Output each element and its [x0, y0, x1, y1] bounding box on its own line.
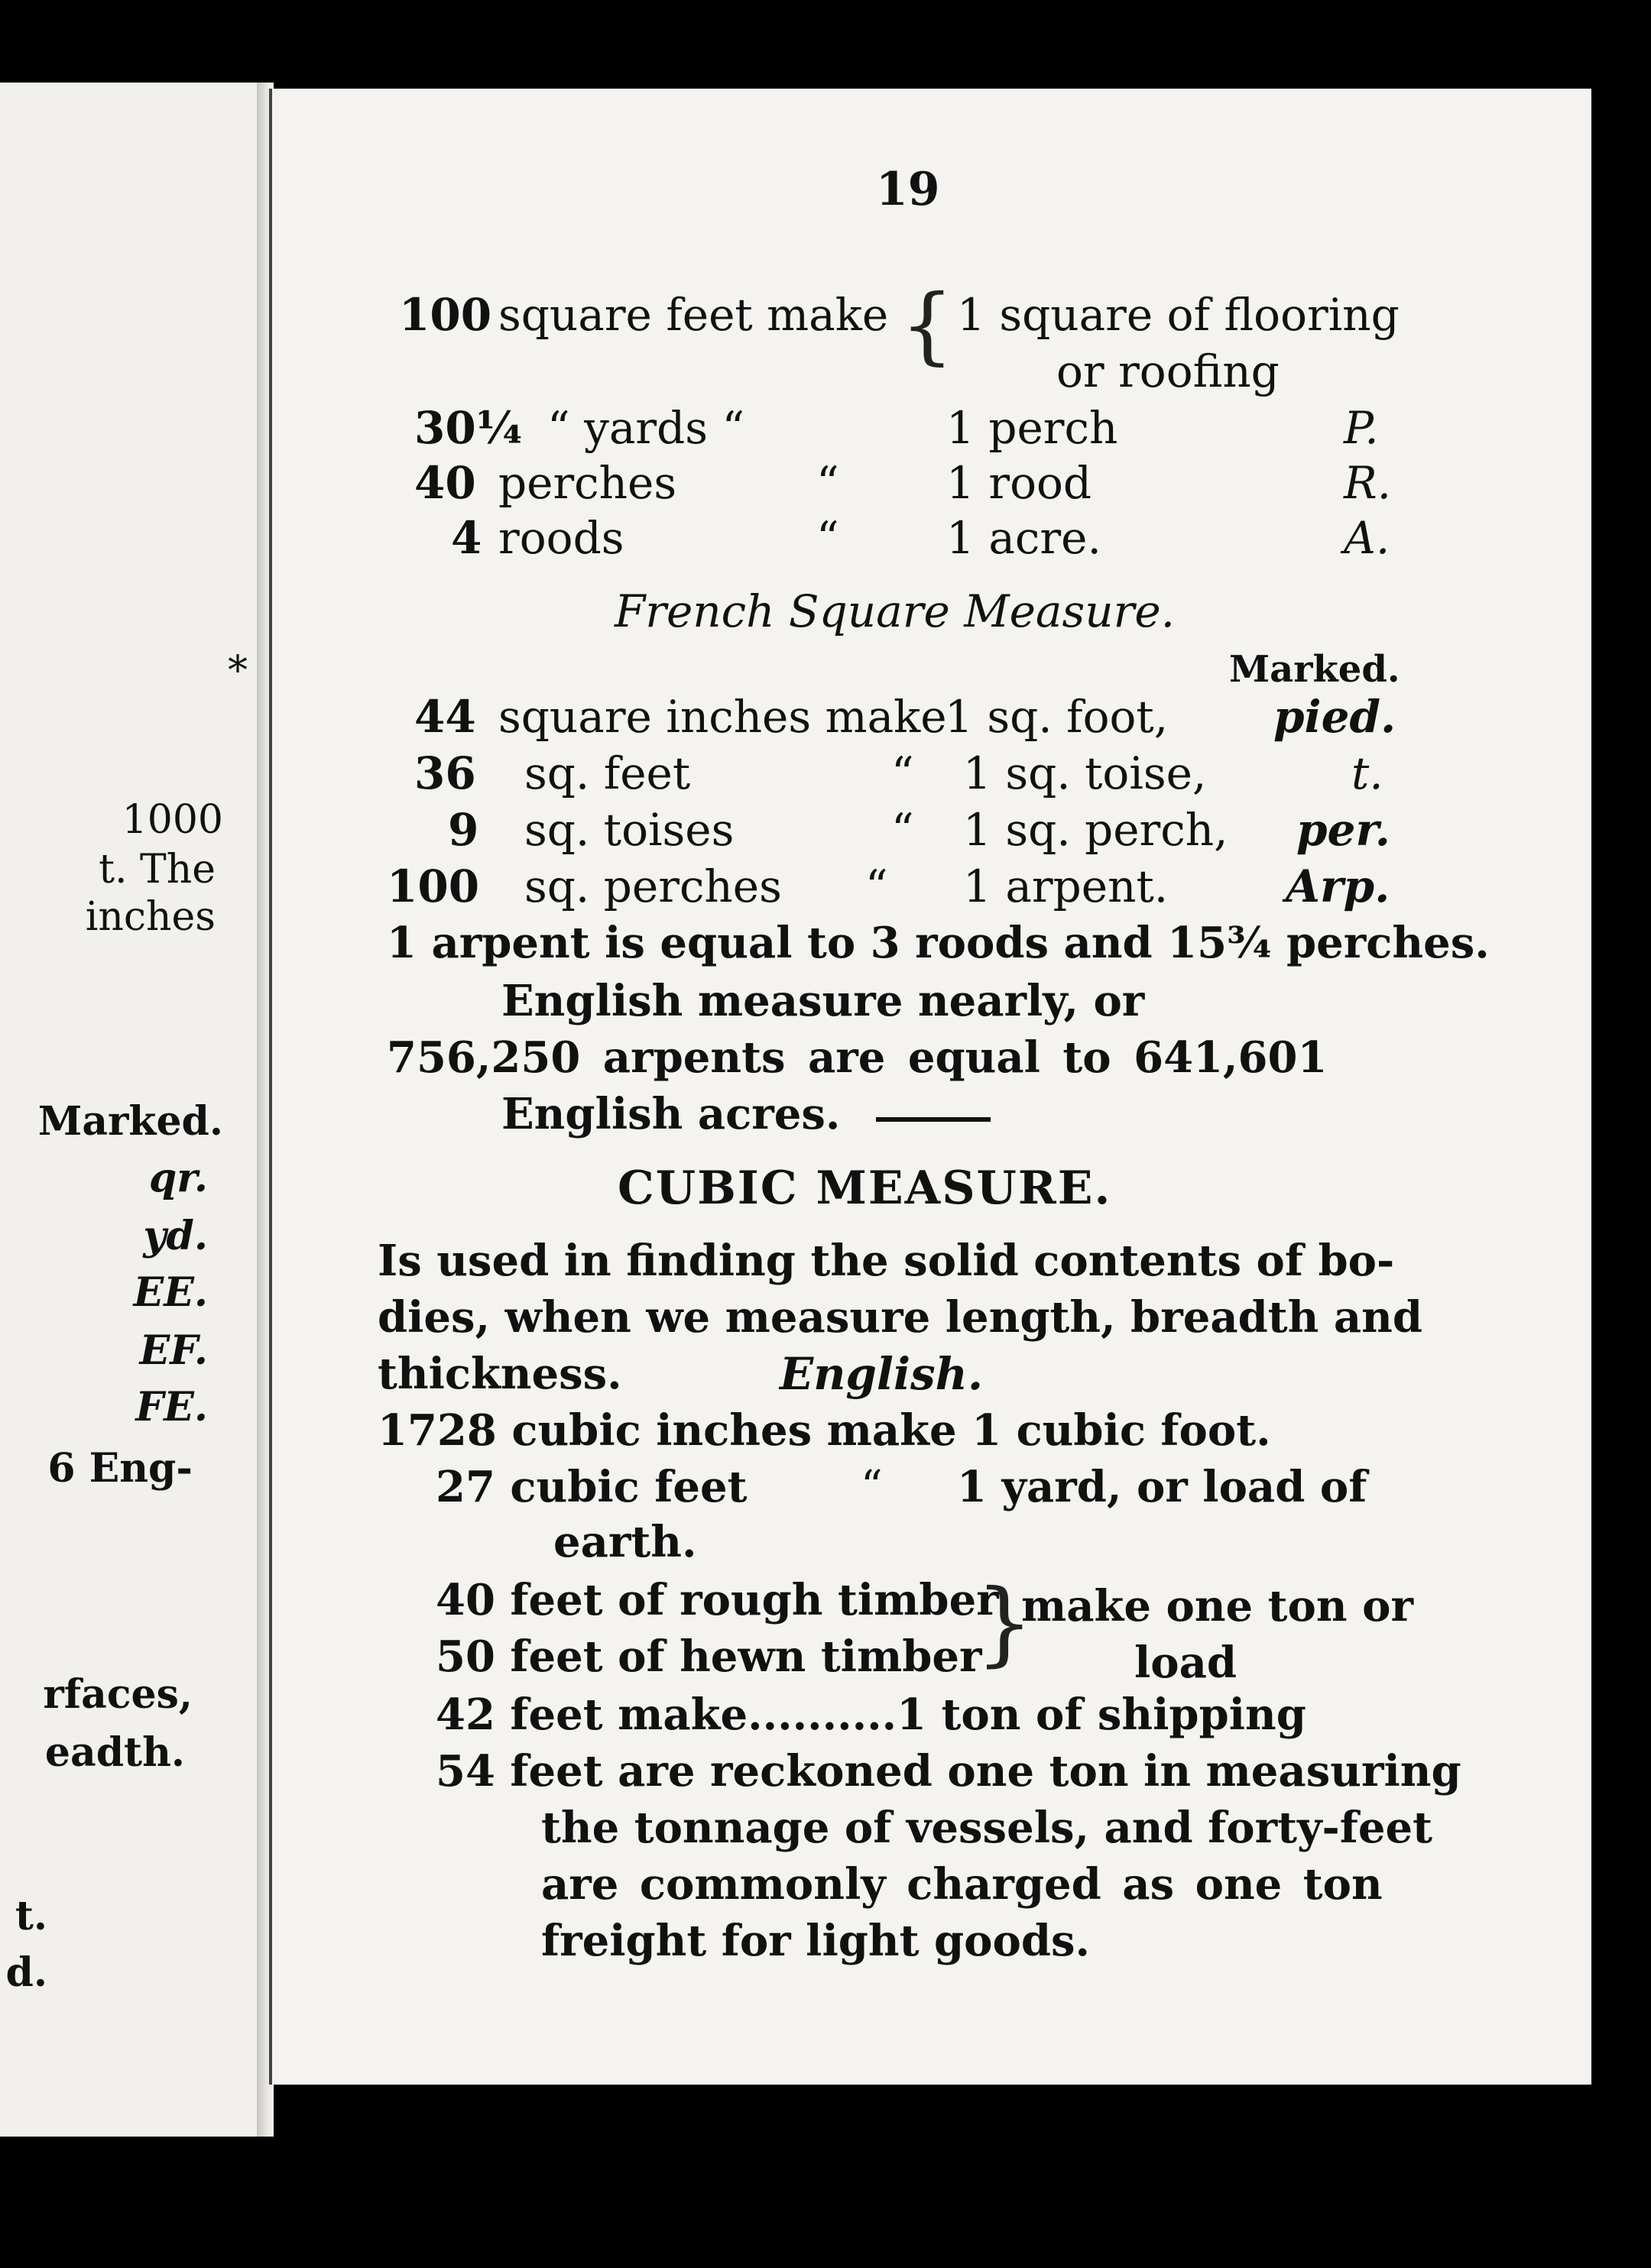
measure-row [272, 689, 1591, 744]
section-divider [876, 1117, 991, 1122]
left-page-fragment [0, 83, 269, 2137]
row-number: 40 [414, 457, 476, 509]
row-ditto: “ [865, 860, 888, 912]
measure-line: the tonnage of vessels, and forty-feet [541, 1803, 1432, 1853]
measure-line: load [1134, 1638, 1237, 1688]
measure-line: 50 feet of hewn timber [436, 1631, 982, 1682]
paragraph-line: 1 arpent is equal to 3 roods and 15¾ perches. [387, 918, 1490, 968]
row-result: 1 sq. toise, [963, 747, 1207, 799]
row-unit: perches [498, 457, 677, 509]
paragraph-line: English measure nearly, or [501, 976, 1145, 1026]
row-unit: “ yards “ [547, 402, 745, 454]
row-number: 36 [414, 747, 476, 799]
measure-line: freight for light goods. [541, 1916, 1090, 1966]
row-result: 1 arpent. [963, 860, 1169, 912]
row-result: 1 sq. foot, [945, 691, 1169, 743]
row-abbr: per. [1296, 804, 1390, 856]
measure-line: 1 yard, or load of [957, 1462, 1367, 1512]
row-unit: square inches make [498, 691, 947, 743]
left-line: t. The [99, 847, 216, 893]
brace-mark: } [975, 1570, 1034, 1677]
row-number: 9 [448, 804, 479, 856]
row-unit: sq. feet [524, 747, 691, 799]
measure-row [272, 746, 1591, 801]
row-ditto: “ [816, 457, 839, 509]
row-number: 30¼ [414, 402, 523, 454]
measure-line: 42 feet make..........1 ton of shipping [436, 1690, 1306, 1740]
row-abbr: t. [1351, 747, 1383, 799]
row-result: 1 square of flooring [957, 289, 1400, 341]
row-unit: roods [498, 512, 624, 564]
measure-line: earth. [553, 1517, 697, 1567]
right-page [269, 89, 1591, 2085]
row-result: 1 rood [946, 457, 1092, 509]
row-result: 1 acre. [946, 512, 1101, 564]
paragraph-line: 756,250 arpents are equal to 641,601 [387, 1032, 1328, 1083]
measure-line: 1728 cubic inches make 1 cubic foot. [378, 1405, 1271, 1456]
measure-line: 27 cubic feet [436, 1462, 748, 1512]
brace-mark: { [900, 276, 954, 374]
measure-row [272, 859, 1591, 914]
measure-row [272, 510, 1591, 565]
left-line: FE. [135, 1384, 208, 1430]
row-result: or roofing [1056, 345, 1280, 397]
left-line: EF. [139, 1327, 208, 1374]
section-title: French Square Measure. [615, 585, 1176, 637]
row-unit: square feet make [498, 289, 889, 341]
left-line: inches [85, 894, 216, 940]
row-result: 1 sq. perch, [963, 804, 1228, 856]
measure-line: 54 feet are reckoned one ton in measuring [436, 1746, 1461, 1797]
subsection-label: English. [780, 1348, 984, 1400]
left-line: qr. [148, 1155, 208, 1201]
left-line: t. [15, 1893, 47, 1939]
left-line: EE. [133, 1269, 208, 1316]
paragraph-line: dies, when we measure length, breadth and [378, 1292, 1423, 1343]
row-abbr: R. [1344, 457, 1392, 509]
row-ditto: “ [891, 804, 914, 856]
page-number: 19 [876, 163, 940, 216]
row-ditto: “ [816, 512, 839, 564]
left-line: 6 Eng- [47, 1445, 193, 1492]
measure-row [272, 400, 1591, 455]
left-line: d. [5, 1949, 47, 1996]
measure-row-continued [272, 344, 1591, 399]
row-result: 1 perch [946, 402, 1118, 454]
marked-label: Marked. [1229, 648, 1400, 691]
measure-line: 40 feet of rough timber [436, 1575, 999, 1625]
measure-line: are commonly charged as one ton [541, 1859, 1383, 1910]
row-number: 44 [414, 691, 476, 743]
measure-row [272, 455, 1591, 510]
left-line: rfaces, [43, 1671, 193, 1718]
paragraph-line: English acres. [501, 1089, 841, 1139]
section-heading: CUBIC MEASURE. [618, 1162, 1112, 1215]
left-line: 1000 [122, 797, 223, 843]
measure-line: make one ton or [1021, 1581, 1413, 1631]
row-abbr: Arp. [1286, 860, 1390, 912]
row-number: 100 [387, 860, 480, 912]
row-unit: sq. toises [524, 804, 735, 856]
row-abbr: P. [1344, 402, 1379, 454]
measure-row [272, 802, 1591, 857]
row-unit: sq. perches [524, 860, 782, 912]
left-line: yd. [143, 1213, 208, 1259]
row-abbr: A. [1344, 512, 1390, 564]
row-ditto: “ [891, 747, 914, 799]
left-line: * [228, 648, 248, 694]
ditto-mark: “ [861, 1462, 883, 1511]
row-number: 4 [451, 512, 482, 564]
paragraph-line: thickness. [378, 1349, 622, 1399]
paragraph-line: Is used in finding the solid contents of bo- [378, 1236, 1395, 1286]
row-abbr: pied. [1273, 691, 1396, 743]
row-number: 100 [399, 289, 492, 341]
left-line: Marked. [37, 1098, 223, 1145]
left-line: eadth. [44, 1729, 185, 1776]
